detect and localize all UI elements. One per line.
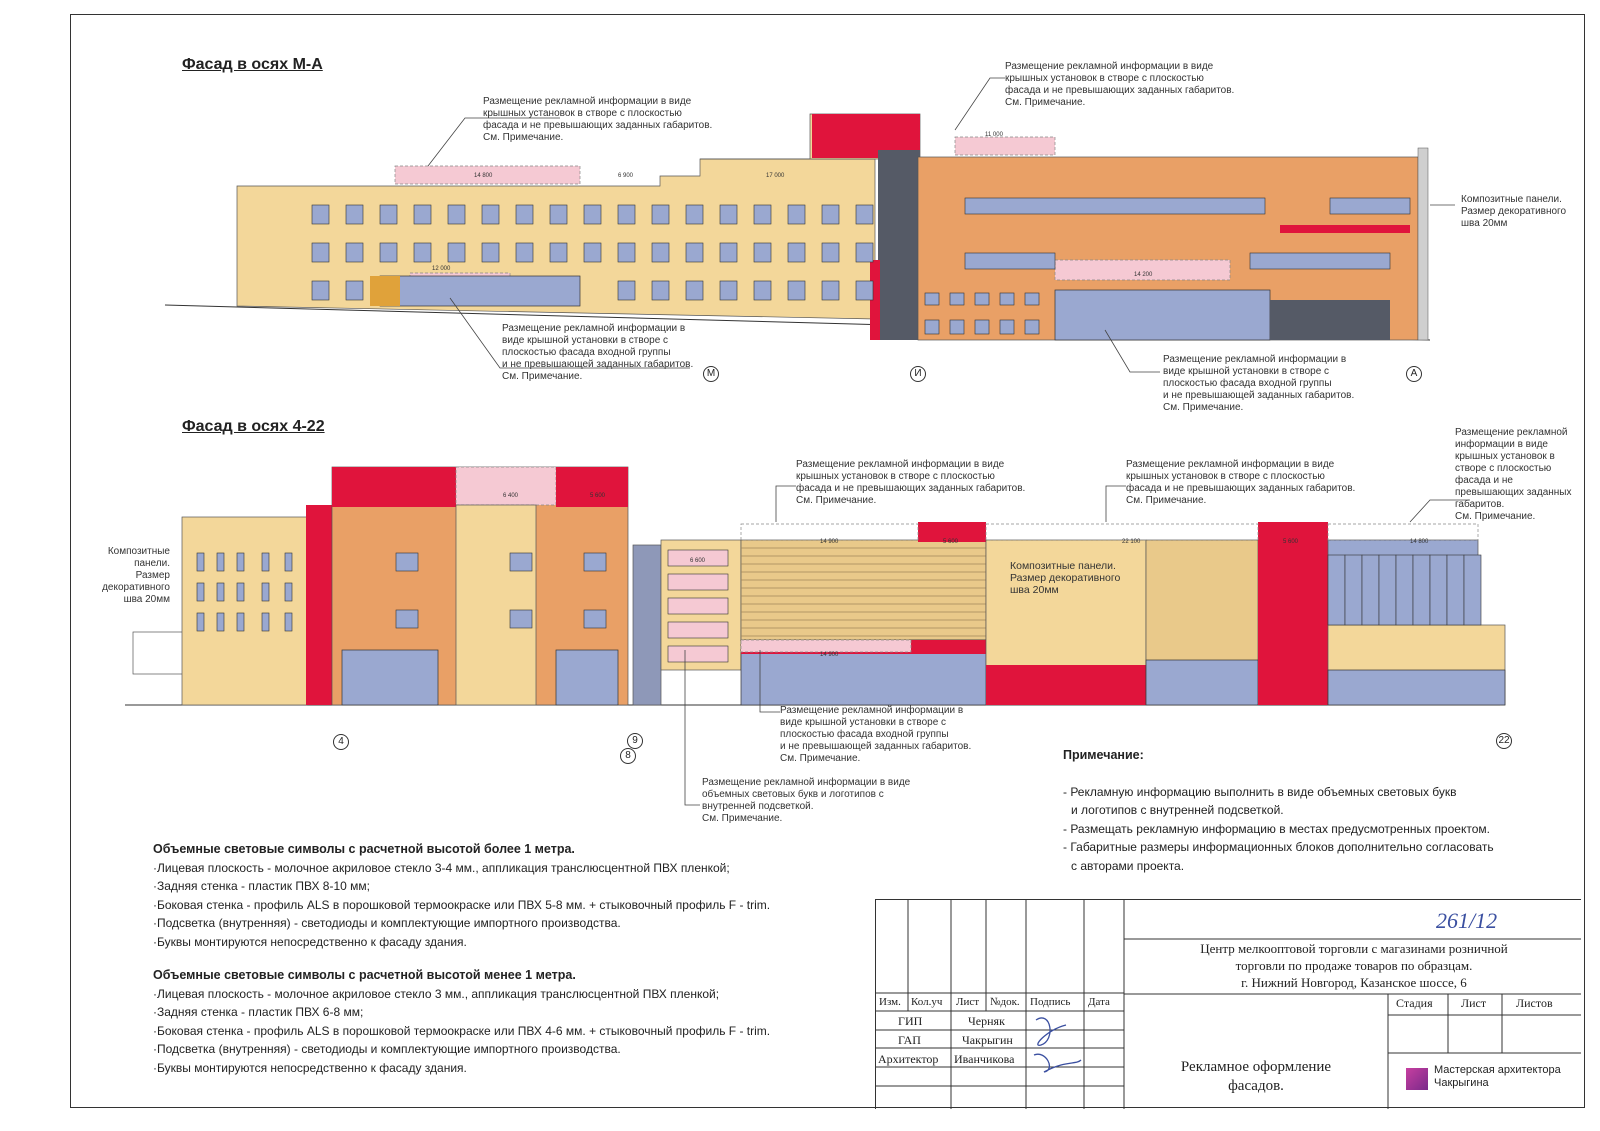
name-gap: Чакрыгин — [962, 1033, 1013, 1047]
axis-22: 22 — [1496, 733, 1512, 749]
window — [262, 583, 269, 601]
dim-22100: 22 100 — [1122, 539, 1141, 545]
dim-17000: 17 000 — [766, 173, 785, 179]
axis-m: М — [703, 366, 719, 382]
notes-block — [1063, 746, 1494, 875]
dim-14900: 14 900 — [820, 539, 839, 545]
callout-entrance-ad-1: Размещение рекламной информации в виде крышной установки в створе с плоскостью фасада входной группы и не превышающей заданных габаритов. См. Примечание. — [502, 323, 694, 382]
window — [237, 583, 244, 601]
callout-entrance-ad-3: Размещение рекламной информации в виде крышной установки в створе с плоскостью фасада входной группы и не превышающей заданных габаритов. См. Примечание. — [780, 705, 972, 764]
dim-14200: 14 200 — [1134, 272, 1153, 278]
window — [285, 583, 292, 601]
notes-item: - Размещать рекламную информацию в местах предусмотренных проектом. — [1063, 821, 1490, 836]
dim-5600: 5 600 — [590, 493, 606, 499]
window — [584, 553, 606, 571]
window — [285, 613, 292, 631]
curtain-wall-panel — [1328, 555, 1345, 625]
spec-large-block — [153, 840, 770, 951]
role-architect: Архитектор — [878, 1052, 939, 1066]
ad-zone — [668, 598, 728, 614]
spec-item: ·Лицевая плоскость - молочное акриловое стекло 3 мм., аппликация транслюсцентной ПВХ пленкой; — [153, 986, 720, 1001]
sheets-hdr: Листов — [1516, 996, 1553, 1010]
window — [285, 553, 292, 571]
ad-zone — [668, 574, 728, 590]
spec-item: ·Лицевая плоскость - молочное акриловое стекло 3-4 мм., аппликация транслюсцентной ПВХ пленкой; — [153, 860, 730, 875]
callout-entrance-ad-2: Размещение рекламной информации в виде крышной установки в створе с плоскостью фасада входной группы и не превышающей заданных габаритов. См. Примечание. — [1163, 354, 1355, 413]
spec-small-title: Объемные световые символы с расчетной высотой менее 1 метра. — [153, 968, 576, 982]
studio-name: Мастерская архитектора Чакрыгина — [1434, 1064, 1561, 1089]
doc-code: 261/12 — [1436, 908, 1498, 933]
callout-composite-1: Композитные панели. Размер декоративного шва 20мм — [1461, 194, 1567, 229]
axis-9: 9 — [627, 733, 643, 749]
window — [510, 610, 532, 628]
curtain-wall-panel — [1362, 555, 1379, 625]
studio-logo-icon — [1406, 1068, 1428, 1090]
hdr-sign: Подпись — [1030, 996, 1071, 1008]
dim-6900: 6 900 — [618, 173, 634, 179]
window — [396, 553, 418, 571]
window — [237, 613, 244, 631]
notes-item: и логотипов с внутренней подсветкой. — [1071, 803, 1284, 817]
dim-5600b: 5 600 — [943, 539, 959, 545]
spec-item: ·Боковая стенка - профиль ALS в порошковой термоокраске или ПВХ 5-8 мм. + стыковочный профиль F - trim. — [153, 897, 771, 912]
window — [262, 553, 269, 571]
curtain-wall-panel — [1464, 555, 1481, 625]
role-gip: ГИП — [898, 1014, 923, 1028]
callout-roof-ad-1: Размещение рекламной информации в виде крышных установок в створе с плоскостью фасада и не превышающих заданных габаритов. См. Примечание. — [483, 96, 713, 143]
curtain-wall-panel — [1413, 555, 1430, 625]
dim-6600: 6 600 — [690, 558, 706, 564]
axis-8: 8 — [620, 748, 636, 764]
stage-hdr: Стадия — [1396, 996, 1433, 1010]
dim-12000: 12 000 — [432, 266, 451, 272]
axis-a: А — [1406, 366, 1422, 382]
spec-item: ·Боковая стенка - профиль ALS в порошковой термоокраске или ПВХ 4-6 мм. + стыковочный профиль F - trim. — [153, 1023, 771, 1038]
spec-item: ·Задняя стенка - пластик ПВХ 8-10 мм; — [153, 879, 370, 893]
dim-14800b: 14 800 — [1410, 539, 1429, 545]
name-gip: Черняк — [968, 1014, 1005, 1028]
callout-composite-3: Композитные панели. Размер декоративного шва 20мм — [1010, 560, 1121, 596]
name-architect: Иванчикова — [954, 1052, 1015, 1066]
spec-item: ·Буквы монтируются непосредственно к фасаду здания. — [153, 1060, 467, 1075]
callout-composite-2: Композитные панели. Размер декоративного шва 20мм — [102, 546, 170, 605]
curtain-wall-panel — [1447, 555, 1464, 625]
spec-item: ·Задняя стенка - пластик ПВХ 6-8 мм; — [153, 1005, 364, 1019]
callout-roof-ad-3: Размещение рекламной информации в виде крышных установок в створе с плоскостью фасада и не превышающих заданных габаритов. См. Примечание. — [796, 459, 1026, 506]
window — [510, 553, 532, 571]
facade-ma-heading: Фасад в осях М-А — [182, 56, 323, 73]
facade-4-22-heading: Фасад в осях 4-22 — [182, 418, 325, 435]
window — [396, 610, 418, 628]
hdr-date: Дата — [1088, 996, 1110, 1008]
dim-6400: 6 400 — [503, 493, 519, 499]
sheet-title: Рекламное оформление фасадов. — [1180, 1059, 1332, 1094]
callout-roof-ad-4: Размещение рекламной информации в виде крышных установок в створе с плоскостью фасада и не превышающих заданных габаритов. См. Примечание. — [1126, 459, 1356, 506]
title-block — [875, 899, 1581, 1109]
curtain-wall-panel — [1379, 555, 1396, 625]
window — [197, 613, 204, 631]
role-gap: ГАП — [898, 1033, 921, 1047]
callout-roof-ad-2: Размещение рекламной информации в виде крышных установок в створе с плоскостью фасада и не превышающих заданных габаритов. См. Примечание. — [1005, 61, 1235, 108]
spec-item: ·Подсветка (внутренняя) - светодиоды и комплектующие импортного производства. — [153, 1042, 621, 1056]
curtain-wall-panel — [1345, 555, 1362, 625]
dim-11000: 11 000 — [985, 132, 1003, 138]
notes-item: - Рекламную информацию выполнить в виде объемных световых букв — [1063, 784, 1457, 799]
hdr-list: Лист — [956, 996, 980, 1008]
window — [584, 610, 606, 628]
spec-item: ·Буквы монтируются непосредственно к фасаду здания. — [153, 934, 467, 949]
notes-item: - Габаритные размеры информационных блоков дополнительно согласовать — [1063, 840, 1494, 854]
window — [197, 553, 204, 571]
window — [217, 613, 224, 631]
project-name: Центр мелкооптовой торговли с магазинами розничной торговли по продаже товаров по образцам. г. Нижний Новгород, Казанское шоссе, 6 — [1200, 941, 1508, 990]
hdr-ndok: №док. — [990, 996, 1020, 1008]
callout-roof-ad-5: Размещение рекламной информации в виде крышных установок в створе с плоскостью фасада и не превышающих заданных габаритов. См. Примечание. — [1455, 427, 1572, 522]
spec-large-title: Объемные световые символы с расчетной высотой более 1 метра. — [153, 842, 575, 856]
dim-5600c: 5 600 — [1283, 539, 1299, 545]
notes-item: с авторами проекта. — [1071, 858, 1185, 873]
window — [237, 553, 244, 571]
hdr-kol: Кол.уч — [911, 996, 943, 1008]
axis-i: И — [910, 366, 926, 382]
hdr-izm: Изм. — [879, 996, 901, 1008]
spec-item: ·Подсветка (внутренняя) - светодиоды и комплектующие импортного производства. — [153, 916, 621, 930]
curtain-wall-panel — [1430, 555, 1447, 625]
curtain-wall-panel — [1396, 555, 1413, 625]
sheet-hdr: Лист — [1461, 996, 1487, 1010]
ad-zone — [668, 622, 728, 638]
dim-14900b: 14 900 — [820, 652, 839, 658]
signature-image — [1026, 1000, 1086, 1080]
window — [217, 553, 224, 571]
axis-4: 4 — [333, 734, 349, 750]
callout-letters-ad: Размещение рекламной информации в виде объемных световых букв и логотипов с внутренней подсветкой. См. Примечание. — [702, 777, 911, 824]
window — [217, 583, 224, 601]
notes-title: Примечание: — [1063, 748, 1144, 762]
dim-14800: 14 800 — [474, 173, 493, 179]
window — [262, 613, 269, 631]
spec-small-block — [153, 966, 770, 1077]
ad-zone — [668, 646, 728, 662]
window — [197, 583, 204, 601]
